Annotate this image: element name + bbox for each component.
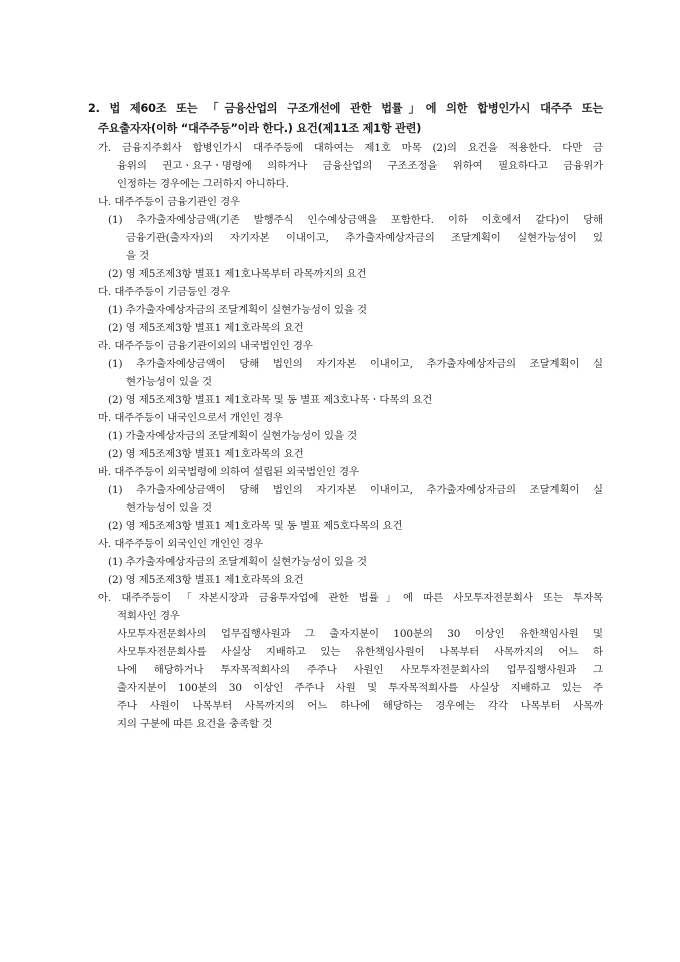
item-a-body-line-1	[117, 627, 603, 641]
item-ba-p1-line-2: 현가능성이 있을 것	[126, 502, 212, 514]
item-sa-p1: (1) 추가출자예상자금의 조달계획이 실현가능성이 있을 것	[108, 556, 367, 568]
item-ga-text-1: 가. 금융지주회사 합병인가시 대주주등에 대하여는 제1호 마목 (2)의 요건을 적용한다. 다만 금	[98, 142, 603, 154]
item-na-p2: (2) 영 제5조제3항 별표1 제1호나목부터 라목까지의 요건	[108, 268, 367, 280]
item-a-line-1	[98, 591, 603, 605]
item-ma-p1: (1) 가출자예상자금의 조달계획이 실현가능성이 있을 것	[108, 430, 358, 442]
item-ba-p1-line-1	[108, 483, 603, 497]
item-a-body-line-3	[117, 663, 603, 677]
item-ma-title: 마. 대주주등이 내국인으로서 개인인 경우	[98, 412, 283, 424]
item-da-title: 다. 대주주등이 기금등인 경우	[98, 286, 231, 298]
item-na-p1-line-2	[126, 231, 603, 245]
item-ma-p2: (2) 영 제5조제3항 별표1 제1호라목의 요건	[108, 448, 304, 460]
section-heading-text-1: 2. 법 제60조 또는 「금융산업의 구조개선에 관한 법률」에 의한 합병인가시 대주주 또는	[88, 102, 603, 115]
item-na-p1-text-2: 금융기관(출자자)의 자기자본 이내이고, 추가출자예상자금의 조달계획이 실현가능성이 있	[126, 232, 603, 244]
item-ga-line-3: 인정하는 경우에는 그러하지 아니하다.	[117, 178, 289, 190]
item-ga-text-2: 융위의 권고ㆍ요구ㆍ명령에 의하거나 금융산업의 구조조정을 위하여 필요하다고 금융위가	[117, 160, 603, 172]
item-ba-p1-text-1: (1) 추가출자예상금액이 당해 법인의 자기자본 이내이고, 추가출자예상자금의 조달계획이 실	[108, 484, 603, 496]
item-da-p1: (1) 추가출자예상자금의 조달계획이 실현가능성이 있을 것	[108, 304, 367, 316]
item-a-body-text-2: 사모투자전문회사를 사실상 지배하고 있는 유한책임사원이 나목부터 사목까지의 어느 하	[117, 646, 603, 658]
item-ba-p2: (2) 영 제5조제3항 별표1 제1호라목 및 동 별표 제5호다목의 요건	[108, 520, 403, 532]
item-a-body-text-4: 출자지분이 100분의 30 이상인 주주나 사원 및 투자목적회사를 사실상 지배하고 있는 주	[117, 682, 603, 694]
item-ra-p1-line-2: 현가능성이 있을 것	[126, 376, 212, 388]
item-a-body-text-1: 사모투자전문회사의 업무집행사원과 그 출자지분이 100분의 30 이상인 유한책임사원 및	[117, 628, 603, 640]
item-a-body-line-4	[117, 681, 603, 695]
item-a-body-text-3: 나에 해당하거나 투자목적회사의 주주나 사원인 사모투자전문회사의 업무집행사원과 그	[117, 664, 603, 676]
item-a-body-line-2	[117, 645, 603, 659]
item-na-title: 나. 대주주등이 금융기관인 경우	[98, 196, 240, 208]
item-ba-title: 바. 대주주등이 외국법령에 의하여 설립된 외국법인인 경우	[98, 466, 359, 478]
item-a-text-1: 아. 대주주등이 「자본시장과 금융투자업에 관한 법률」에 따른 사모투자전문회사 또는 투자목	[98, 592, 603, 604]
item-na-p1-text-1: (1) 추가출자예상금액(기존 발행주식 인수예상금액을 포함한다. 이하 이호에서 같다)이 당해	[108, 214, 603, 226]
item-a-line-2: 적회사인 경우	[117, 610, 180, 622]
item-ra-p1-text-1: (1) 추가출자예상금액이 당해 법인의 자기자본 이내이고, 추가출자예상자금의 조달계획이 실	[108, 358, 603, 370]
item-na-p1-line-3: 을 것	[126, 250, 150, 262]
item-na-p1-line-1	[108, 213, 603, 227]
section-heading-line-2: 주요출자자(이하 “대주주등”이라 한다.) 요건(제11조 제1항 관련)	[98, 122, 422, 135]
item-ra-title: 라. 대주주등이 금융기관이외의 내국법인인 경우	[98, 340, 313, 352]
item-ra-p2: (2) 영 제5조제3항 별표1 제1호라목 및 동 별표 제3호나목ㆍ다목의 요건	[108, 394, 433, 406]
item-da-p2: (2) 영 제5조제3항 별표1 제1호라목의 요건	[108, 322, 304, 334]
item-a-body-line-5	[117, 699, 603, 713]
item-a-body-line-6: 지의 구분에 따른 요건을 충족할 것	[117, 718, 273, 730]
item-sa-title: 사. 대주주등이 외국인인 개인인 경우	[98, 538, 264, 550]
item-ra-p1-line-1	[108, 357, 603, 371]
section-heading-line-1	[88, 102, 603, 116]
item-ga-line-2	[117, 159, 603, 173]
item-ga-line-1	[98, 141, 603, 155]
item-a-body-text-5: 주나 사원이 나목부터 사목까지의 어느 하나에 해당하는 경우에는 각각 나목부터 사목까	[117, 700, 603, 712]
item-sa-p2: (2) 영 제5조제3항 별표1 제1호라목의 요건	[108, 574, 304, 586]
